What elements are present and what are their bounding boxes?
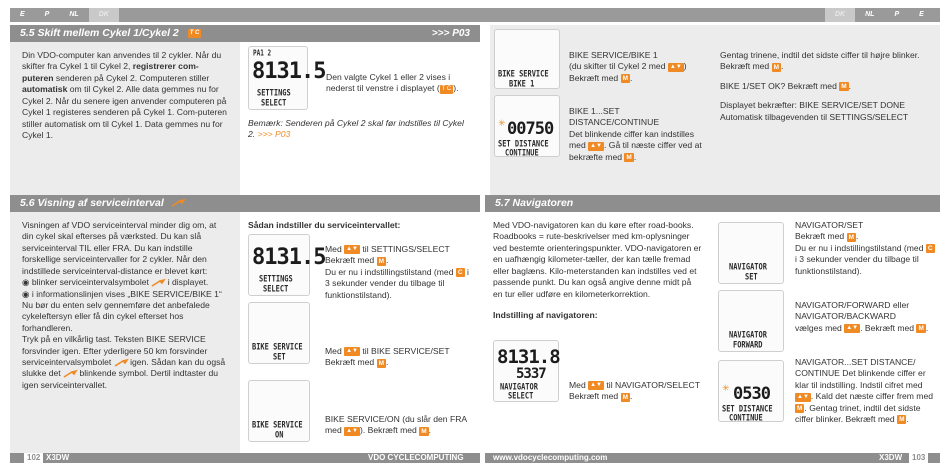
sec56-intro: Visningen af VDO serviceinterval minder dig om, at din cykel skal efterses på værksted. Du kan slå serviceinterval TIL eller FRA. Du kan indstille forskellige serviceintervaller for 2 cykler. Når den indstillede serviceinterval-distance er blevet kørt: xyxy=(22,220,217,276)
sec56-para-2: Nu bør du enten selv gennemføre det anbefalede cykeleftersyn eller få din cykel efterset hos forhandleren. xyxy=(22,299,210,333)
text: ) xyxy=(683,61,687,72)
m-key-icon: M xyxy=(899,416,905,424)
wrench-icon xyxy=(151,279,165,287)
lcd-second-value: 5337 xyxy=(516,366,546,382)
text: blinkende symbol. Dertil indtaster du igen serviceintervallet. xyxy=(22,368,219,390)
text: til SETTINGS/SELECT Bekræft med xyxy=(325,244,450,266)
text: (du skifter til Cykel 2 med xyxy=(569,61,666,72)
section-title: 5.7 Navigatoren xyxy=(495,197,574,209)
section-title: 5.5 Skift mellem Cykel 1/Cykel 2 xyxy=(20,27,179,39)
step-settings-select: Med ▲▼ til SETTINGS/SELECT Bekræft med M . Du er nu i indstillingstilstand (med C i 3 sekunder vender du tilbage til funktionstilstand). xyxy=(325,244,469,300)
up-down-keys-icon: ▲▼ xyxy=(797,393,809,400)
m-key-icon: M xyxy=(421,427,427,435)
lcd-line-1: SET DISTANCE xyxy=(498,138,549,150)
m-key-icon: M xyxy=(622,75,629,83)
lang-tab-e[interactable]: E xyxy=(919,11,924,19)
lcd-line-2: ON xyxy=(275,429,284,441)
lcd-line-2: SELECT xyxy=(261,97,287,109)
section-5-7-header xyxy=(485,195,940,212)
text: Bemærk: Senderen på Cykel 2 skal før indstilles til Cykel 2. xyxy=(248,118,464,140)
lcd-tag: PA1 2 xyxy=(253,48,272,58)
bike-service-steps-panel xyxy=(490,25,708,195)
lang-tab-nl[interactable]: NL xyxy=(69,11,79,19)
tc-icon: T C xyxy=(441,85,452,92)
m-key-icon: M xyxy=(773,63,780,71)
step-bike-service-on: BIKE SERVICE/ON (du slår den FRA med ▲▼ ). Bekræft med M . xyxy=(325,414,467,436)
m-key-icon: M xyxy=(378,257,385,265)
lcd-screen-bike-service xyxy=(494,29,560,89)
lcd-screen-settings xyxy=(248,234,326,296)
lcd-line-2: FORWARD xyxy=(733,339,763,351)
text: Det blinkende ciffer kan indstilles med xyxy=(569,128,694,151)
step-navigator-select: Med ▲▼ til NAVIGATOR/SELECT Bekræft med M . xyxy=(569,380,700,402)
sec57-intro: Med VDO-navigatoren kan du køre efter road-books. Roadbooks = rute-beskrivelser med km-oplysninger ved bestemte orienteringspunkter. VDO-navigatoren er en uafhængig kilometer-tæller, der kan tælle fremad eller baglæns. Kilo-meterstanden kan indstilles ved et passende punkt. Du kan også angive denne midt på en tur eller udføre en kilometerkorrektion. xyxy=(493,220,702,299)
lang-tab-dk[interactable]: DK xyxy=(825,8,855,22)
text: ). Bekræft med xyxy=(360,425,417,436)
lcd-screen-navigator-forward xyxy=(718,290,784,352)
lcd-line-1: SET DISTANCE xyxy=(722,403,773,415)
text: BIKE 1...SET DISTANCE/CONTINUE xyxy=(569,106,660,128)
section-5-6-header xyxy=(10,195,480,212)
text: Den valgte Cykel 1 eller 2 vises i nederst til venstre i displayet ( xyxy=(326,72,451,94)
step-bike-service: BIKE SERVICE/BIKE 1 (du skifter til Cykel 2 med ▲▼ ) Bekræft med M . xyxy=(569,50,687,83)
flash-icon: ✳ xyxy=(498,118,506,128)
up-down-keys-icon: ▲▼ xyxy=(346,427,358,434)
step-set-distance: BIKE 1...SET DISTANCE/CONTINUE Det blinkende ciffer kan indstilles med ▲▼ . Gå til næste ciffer ved at bekræfte med M . xyxy=(569,106,702,162)
text: . Bekræft med xyxy=(860,322,915,333)
lcd-main-value: 00750 xyxy=(507,119,554,139)
m-key-icon: M xyxy=(918,325,924,333)
c-key-icon: C xyxy=(927,245,933,253)
lcd-line-1: BIKE SERVICE xyxy=(252,419,303,431)
text: Din VDO-computer kan anvendes til 2 cykler. Når du skifter fra Cykel 1 til Cykel 2, xyxy=(22,50,222,72)
lang-tab-dk[interactable]: DK xyxy=(89,8,119,22)
text: Bekræft med xyxy=(795,231,845,242)
text: senderen på Cykel 2. Computeren stiller xyxy=(55,72,210,83)
brand-name: VDO CYCLECOMPUTING xyxy=(368,453,464,462)
page-ref[interactable]: >>> P03 xyxy=(431,28,470,39)
sec56-steps-panel xyxy=(240,212,480,453)
text: om til Cykel 2. Alle data gemmes nu for Cykel 2. Når du senere igen anvender computeren på Cykel 1 registeres senderen på Cykel 1. Com-puteren stiller automatisk om til Cykel 1. Data gemmes nu for Cykel 1. xyxy=(22,84,227,140)
sec55-text-panel xyxy=(10,42,240,195)
lcd-main-value: 8131.5 xyxy=(252,245,326,270)
lcd-screen-set-distance xyxy=(494,95,560,157)
section-title: 5.6 Visning af serviceinterval xyxy=(20,197,164,209)
text: Med xyxy=(569,380,586,390)
sec55-note xyxy=(248,118,468,141)
text: . Kald det næste ciffer frem med xyxy=(810,391,934,402)
sec56-text-panel xyxy=(10,212,240,453)
page-number: 103 xyxy=(909,453,928,463)
lcd-main-value: 8131.8 xyxy=(497,346,560,368)
up-down-keys-icon: ▲▼ xyxy=(346,348,358,355)
lcd-line-2: CONTINUE xyxy=(729,412,763,424)
lcd-line-1: SETTINGS xyxy=(259,273,293,285)
model-name: X3DW xyxy=(879,453,903,462)
bullet-icon: ◉ xyxy=(22,277,30,288)
text: i informationslinjen vises „BIKE SERVICE/BIKE 1“ xyxy=(31,288,222,299)
text: til NAVIGATOR/SELECT Bekræft med xyxy=(569,380,700,402)
page-number: 102 xyxy=(24,453,43,463)
text: ). xyxy=(453,83,459,94)
repeat-step: Gentag trinene, indtil det sidste ciffer til højre blinker. Bekræft med M . xyxy=(720,50,920,72)
sec57-text-panel xyxy=(485,212,710,453)
lcd-line-2: SELECT xyxy=(263,283,289,295)
text: . Gentag trinet, indtil det sidste ciffer blinker. Bekræft med xyxy=(795,402,921,425)
sec55-figure-panel xyxy=(240,42,480,195)
sub-heading: Indstilling af navigatoren: xyxy=(493,309,598,320)
wrench-icon xyxy=(171,199,185,207)
step-navigator-distance: NAVIGATOR...SET DISTANCE/ CONTINUE Det blinkende ciffer er klar til indstilling. Indstil cifret med ▲▼ . Kald det næste ciffer frem med M . Gentag trinet, indtil det sidste ciffer blinker. Bekræft med M . xyxy=(795,357,934,425)
language-bar-right xyxy=(480,8,940,22)
lcd-screen-bike-service-on xyxy=(248,380,310,442)
bike-service-confirm-panel xyxy=(708,25,940,195)
bullet-2 xyxy=(22,289,228,300)
lcd-line-1: NAVIGATOR xyxy=(500,381,538,393)
lcd-main-value: 0530 xyxy=(733,384,770,404)
lcd-line-1: NAVIGATOR xyxy=(729,261,767,273)
lcd-line-2: CONTINUE xyxy=(505,147,539,159)
set-ok-step: BIKE 1/SET OK? Bekræft med M . xyxy=(720,80,852,91)
m-key-icon: M xyxy=(841,83,847,91)
text: . Gå til næste ciffer ved at bekræfte med xyxy=(569,140,702,162)
text: Du er nu i indstillingstilstand (med xyxy=(795,242,924,253)
lcd-line-2: BIKE 1 xyxy=(509,78,535,90)
footer-margin xyxy=(0,463,950,475)
lcd-main-value: 8131.5 xyxy=(252,59,326,84)
lcd-line-1: NAVIGATOR xyxy=(729,329,767,341)
wrench-icon xyxy=(114,359,128,367)
m-key-icon: M xyxy=(378,359,385,367)
set-done-step: Displayet bekræfter: BIKE SERVICE/SET DONE Automatisk tilbagevenden til SETTINGS/SELECT xyxy=(720,100,909,122)
step-navigator-set: NAVIGATOR/SET Bekræft med M . Du er nu i indstillingstilstand (med C i 3 sekunder vender du tilbage til funktionstilstand). xyxy=(795,220,933,276)
lcd-screen-navigator-set xyxy=(718,222,784,284)
lang-tab-p[interactable]: P xyxy=(894,11,900,19)
m-key-icon: M xyxy=(626,153,632,161)
model-name: X3DW xyxy=(46,453,70,462)
text-bold: registrerer com-puteren xyxy=(22,61,199,83)
m-key-icon: M xyxy=(797,404,803,412)
text: Du er nu i indstillingstilstand (med xyxy=(325,266,454,277)
top-strip xyxy=(0,0,950,22)
text: Gentag trinene, indtil det sidste ciffer til højre blinker. Bekræft med xyxy=(720,50,920,72)
text: NAVIGATOR...SET DISTANCE/ CONTINUE Det blinkende ciffer er klar til indstilling. Indstil cifret med xyxy=(795,357,926,390)
lcd-screen-settings xyxy=(248,46,326,110)
step-bike-service-set: Med ▲▼ til BIKE SERVICE/SET Bekræft med M . xyxy=(325,346,450,368)
website-link[interactable]: www.vdocyclecomputing.com xyxy=(493,453,608,462)
up-down-keys-icon: ▲▼ xyxy=(346,246,358,253)
text: blinker serviceintervalsymbolet xyxy=(31,277,149,288)
bullet-1 xyxy=(22,277,228,288)
page-ref-link[interactable]: >>> P03 xyxy=(257,129,291,140)
up-down-keys-icon: ▲▼ xyxy=(846,325,859,332)
sec55-paragraph xyxy=(22,50,228,141)
text: i 3 sekunder vender du tilbage til funktionstilstand). xyxy=(795,254,919,276)
lcd-line-2: SET xyxy=(745,271,758,283)
up-down-keys-icon: ▲▼ xyxy=(590,382,602,389)
tc-icon: T C xyxy=(189,29,200,36)
m-key-icon: M xyxy=(622,393,629,401)
lang-tab-p[interactable]: P xyxy=(44,11,50,19)
lcd-line-1: BIKE SERVICE xyxy=(252,341,303,353)
text: BIKE 1/SET OK? Bekræft med xyxy=(720,80,837,91)
m-key-icon: M xyxy=(848,233,855,241)
text-bold: automatisk xyxy=(22,84,68,95)
up-down-keys-icon: ▲▼ xyxy=(590,142,602,149)
lcd-screen-bike-service-set xyxy=(248,302,310,364)
lcd-screen-navigator-distance xyxy=(718,360,784,422)
text: igen. Sådan kan du også slukke det xyxy=(22,357,226,379)
up-down-keys-icon: ▲▼ xyxy=(669,63,682,70)
lcd-line-2: SET xyxy=(273,351,286,363)
wrench-icon xyxy=(63,370,77,378)
text: Tryk på en vilkårlig tast. Teksten BIKE SERVICE forsvinder igen. Efter yderligere 50 km forsvinder serviceintervalsymbolet xyxy=(22,334,208,368)
text: Med xyxy=(325,244,342,254)
lcd-line-1: SETTINGS xyxy=(257,87,291,99)
text: NAVIGATOR/SET xyxy=(795,220,864,230)
step-navigator-direction: NAVIGATOR/FORWARD eller NAVIGATOR/BACKWARD vælges med ▲▼ . Bekræft med M . xyxy=(795,300,929,333)
sub-heading: Sådan indstiller du serviceintervallet: xyxy=(248,220,401,230)
c-key-icon: C xyxy=(457,269,463,277)
lang-tab-nl[interactable]: NL xyxy=(865,11,875,19)
lcd-line-1: BIKE SERVICE xyxy=(498,68,549,80)
text: NAVIGATOR/FORWARD eller NAVIGATOR/BACKWARD xyxy=(795,300,910,322)
section-5-5-header xyxy=(10,25,480,42)
sec55-desc xyxy=(326,72,466,95)
text: i 3 sekunder vender du tilbage til funktionstilstand). xyxy=(325,266,469,300)
text: i displayet. xyxy=(167,277,209,288)
text: Med xyxy=(325,346,342,356)
lang-tab-e[interactable]: E xyxy=(20,11,25,19)
text: vælges med xyxy=(795,322,842,333)
sec57-steps-panel xyxy=(710,212,940,453)
lcd-line-2: SELECT xyxy=(508,390,534,402)
text: til BIKE SERVICE/SET Bekræft med xyxy=(325,346,450,368)
sec56-para-3 xyxy=(22,334,228,391)
bullet-icon: ◉ xyxy=(22,288,30,299)
text: BIKE SERVICE/ON (du slår den FRA med xyxy=(325,414,467,436)
text: BIKE SERVICE/BIKE 1 xyxy=(569,50,658,60)
flash-icon: ✳ xyxy=(722,383,730,393)
lcd-screen-navigator xyxy=(493,340,559,402)
text: Bekræft med xyxy=(569,72,619,83)
language-bar-left xyxy=(10,8,480,22)
